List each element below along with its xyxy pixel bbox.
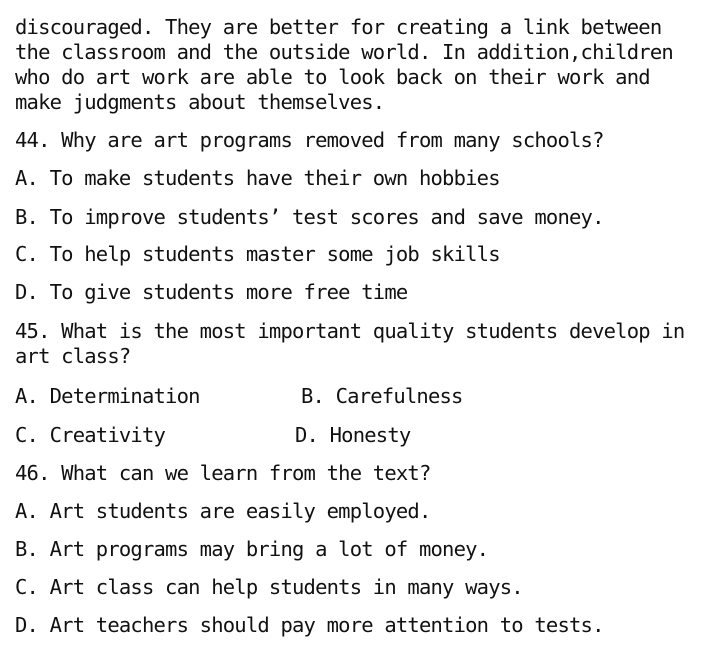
option-b: B. To improve students’ test scores and save money. xyxy=(15,205,604,229)
passage-line: discouraged. They are better for creating a link between xyxy=(15,15,662,39)
question-stem-line: 45. What is the most important quality students develop in xyxy=(15,319,685,343)
option-c: C. Creativity xyxy=(15,423,166,447)
option-b: B. Art programs may bring a lot of money. xyxy=(15,537,489,561)
option-d: D. Art teachers should pay more attention to tests. xyxy=(15,613,604,637)
option-b: B. Carefulness xyxy=(301,384,463,408)
passage-line: who do art work are able to look back on their work and xyxy=(15,65,650,89)
option-c: C. To help students master some job skills xyxy=(15,242,500,266)
passage-line: make judgments about themselves. xyxy=(15,90,385,114)
option-a: A. To make students have their own hobbies xyxy=(15,166,500,190)
passage-line: the classroom and the outside world. In addition,children xyxy=(15,40,673,64)
option-c: C. Art class can help students in many ways. xyxy=(15,575,523,599)
question-stem-line: art class? xyxy=(15,344,131,368)
question-stem: 46. What can we learn from the text? xyxy=(15,461,431,485)
option-a: A. Art students are easily employed. xyxy=(15,499,431,523)
option-a: A. Determination xyxy=(15,384,200,408)
question-stem: 44. Why are art programs removed from many schools? xyxy=(15,128,604,152)
option-d: D. To give students more free time xyxy=(15,280,408,304)
option-d: D. Honesty xyxy=(295,423,411,447)
